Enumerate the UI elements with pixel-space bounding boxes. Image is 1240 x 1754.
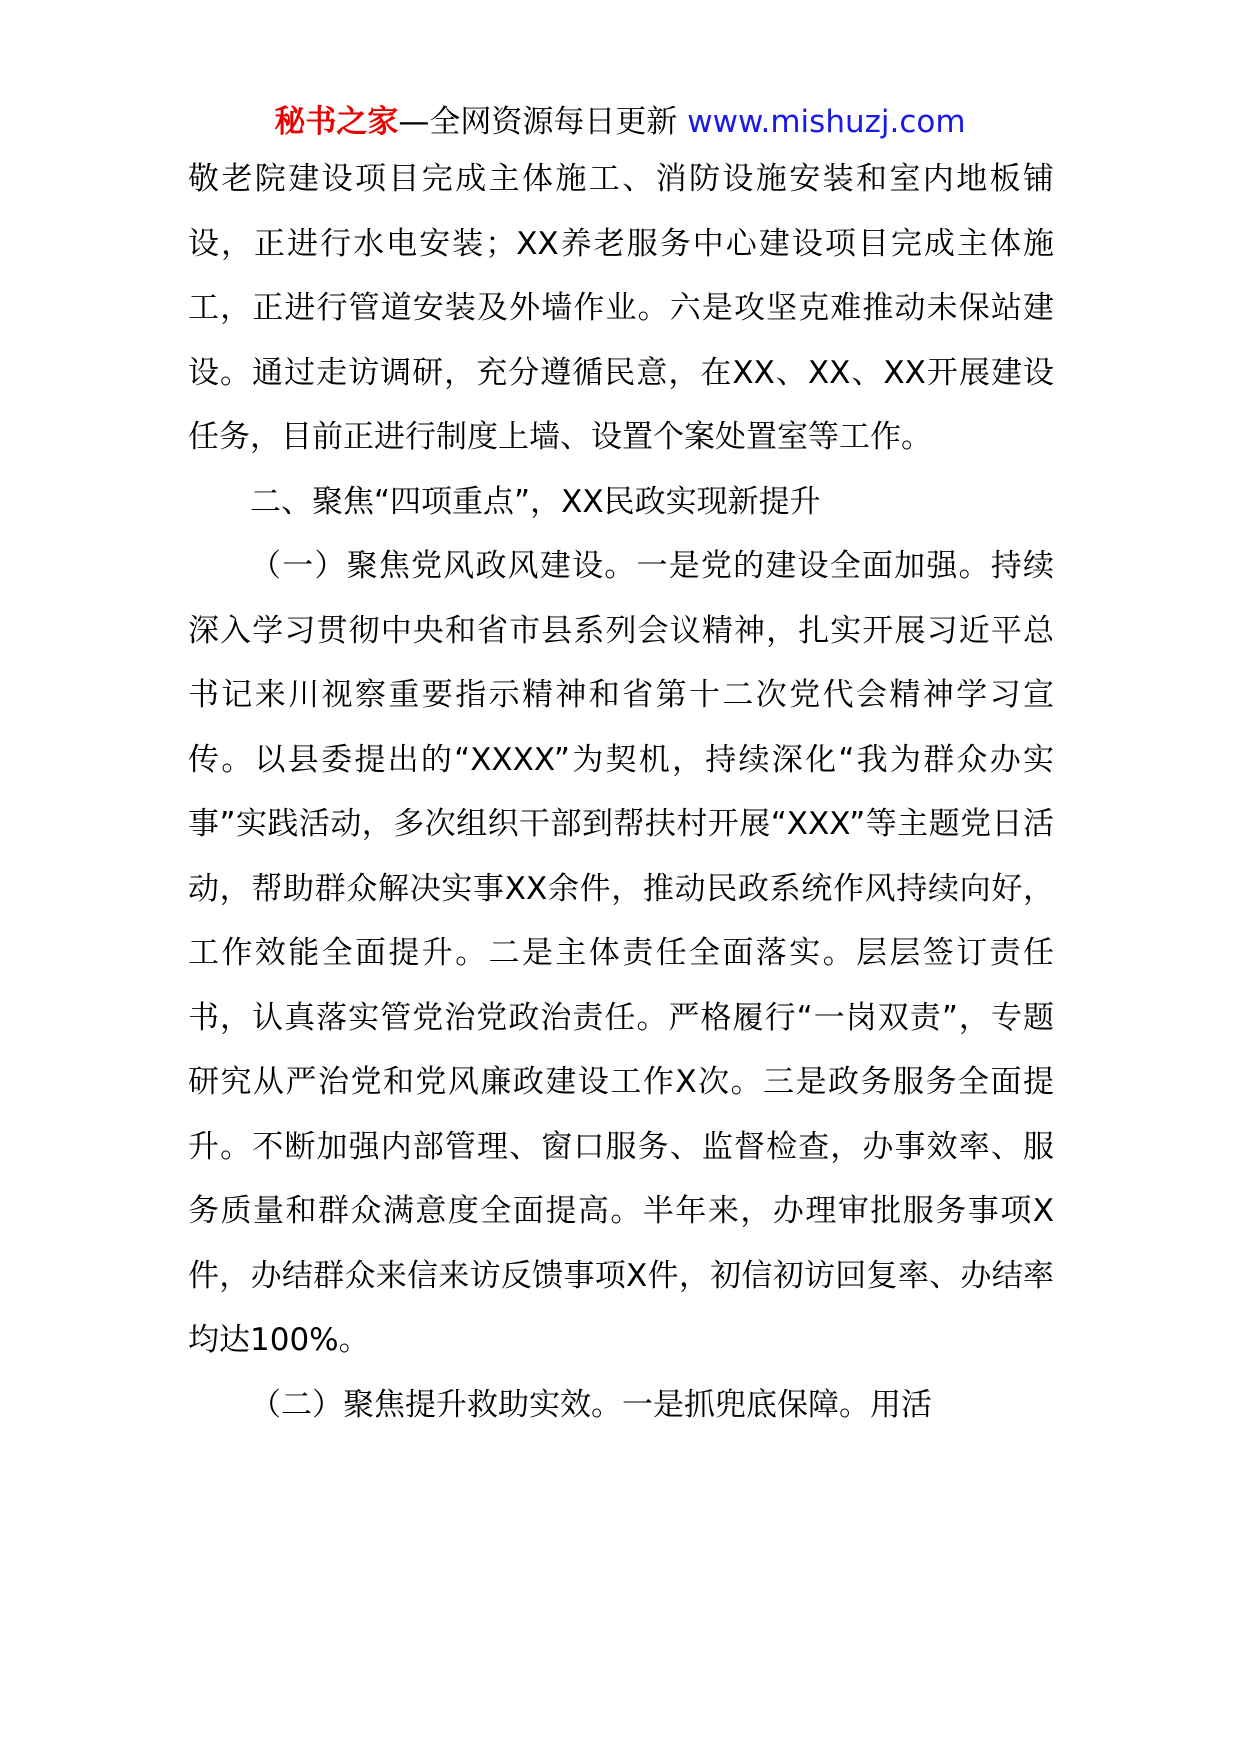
section-heading: 二、聚焦“四项重点”，XX民政实现新提升 [250,483,821,520]
header-url-link[interactable]: www.mishuzj.com [687,104,966,140]
paragraph-continuation: 敬老院建设项目完成主体施工、消防设施安装和室内地板铺设，正进行水电安装；XX养老服务中心建设项目完成主体施工，正进行管道安装及外墙作业。六是攻坚克难推动未保站建设。通过走访调研，充分遵循民意，在XX、XX、XX开展建设任务，目前正进行制度上墙、设置个案处置室等工作。 [188,161,1054,455]
paragraph-relief: （二）聚焦提升救助实效。一是抓兜底保障。用活 [250,1386,932,1423]
header-slogan: —全网资源每日更新 [398,104,688,140]
document-body [188,147,1054,1437]
header-brand: 秘书之家 [274,104,399,140]
paragraph-party-style: （一）聚焦党风政风建设。一是党的建设全面加强。持续深入学习贯彻中央和省市县系列会议精神，扎实开展习近平总书记来川视察重要指示精神和省第十二次党代会精神学习宣传。以县委提出的“XXXX”为契机，持续深化“我为群众办实事”实践活动，多次组织干部到帮扶村开展“XXX”等主题党日活动，帮助群众解决实事XX余件，推动民政系统作风持续向好，工作效能全面提升。二是主体责任全面落实。层层签订责任书，认真落实管党治党政治责任。严格履行“一岗双责”，专题研究从严治党和党风廉政建设工作X次。三是政务服务全面提升。不断加强内部管理、窗口服务、监督检查，办事效率、服务质量和群众满意度全面提高。半年来，办理审批服务事项X件，办结群众来信来访反馈事项X件，初信初访回复率、办结率均达100%。 [188,548,1054,1358]
site-header [0,100,1240,144]
